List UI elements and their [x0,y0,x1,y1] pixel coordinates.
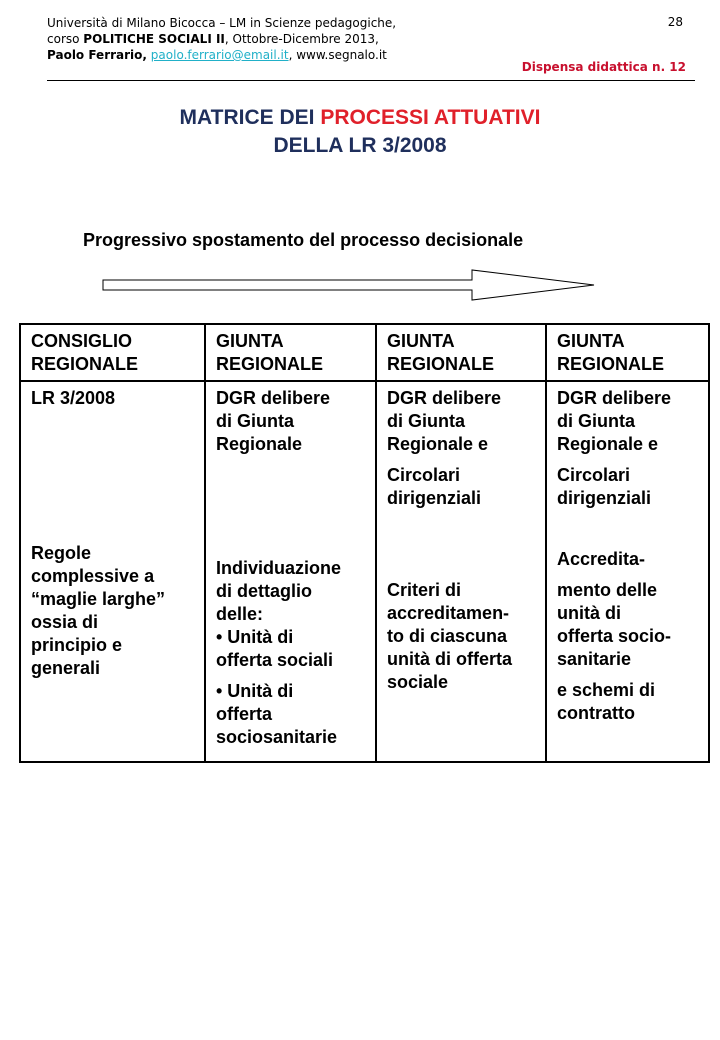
cell-text-dgr [557,387,698,456]
text-line: • Unità di [216,681,294,701]
header-divider [47,80,695,81]
text-line: Circolari [557,465,631,485]
header-cell-line: REGIONALE [31,354,139,374]
page-title-line-2: DELLA LR 3/2008 [273,134,447,157]
header-line-1 [47,15,396,31]
text-line: offerta [216,704,273,724]
text-line: dirigenziali [387,488,482,508]
cell-text-individuazione [216,557,365,626]
cell-text-lr: LR 3/2008 [31,388,116,408]
text-line: Regionale e [557,434,659,454]
cell-text-accredita [557,548,698,571]
header-author: Paolo Ferrario, [47,48,147,62]
arrow-right-icon [100,268,600,304]
page-title-line-1 [0,104,720,132]
text-line: sociale [387,672,449,692]
header-university: Università di Milano Bicocca – LM in Scienze pedagogiche, [47,16,397,30]
cell-giunta-1 [205,381,376,762]
text-line: “maglie larghe” [31,589,166,609]
text-line: Regole [31,543,92,563]
text-line: DGR delibere [216,388,331,408]
cell-text-circolari [387,464,535,510]
header-course-name: POLITICHE SOCIALI II [83,32,225,46]
header-site: , www.segnalo.it [288,48,387,62]
text-line: Regionale e [387,434,489,454]
process-matrix-table [19,323,710,763]
header-cell-line: REGIONALE [216,354,324,374]
cell-text-dgr [216,387,365,456]
text-line: generali [31,658,101,678]
table-header-row [20,324,709,381]
text-line: complessive a [31,566,155,586]
bullet-unita-sociosanitarie [216,680,365,749]
text-line: dirigenziali [557,488,652,508]
cell-text-schemi [557,679,698,725]
cell-giunta-2 [376,381,546,762]
text-line: di Giunta [387,411,465,431]
subtitle: Progressivo spostamento del processo decisionale [83,230,524,250]
text-line: Individuazione [216,558,342,578]
header-cell-line: GIUNTA [387,331,455,351]
text-line: to di ciascuna [387,626,508,646]
header-email-link[interactable]: paolo.ferrario@email.it [150,48,289,62]
header-cell-line: REGIONALE [387,354,495,374]
text-line: di dettaglio [216,581,312,601]
page-number: 28 [667,15,683,29]
text-line: DGR delibere [557,388,672,408]
text-line: Regionale [216,434,303,454]
text-line: ossia di [31,612,99,632]
header-line-2 [47,31,379,47]
text-line: DGR delibere [387,388,502,408]
text-line: offerta sociali [216,650,334,670]
cell-text-mento [557,579,698,671]
table-row [20,381,709,762]
header-cell-line: GIUNTA [557,331,625,351]
text-line: mento delle [557,580,658,600]
text-line: di Giunta [216,411,294,431]
cell-text-circolari [557,464,698,510]
cell-text-regole [31,542,194,680]
text-line: contratto [557,703,635,723]
text-line: Criteri di [387,580,462,600]
cell-text-dgr [387,387,535,456]
cell-consiglio [20,381,205,762]
text-line: sanitarie [557,649,632,669]
header-cell-giunta-1 [205,324,376,381]
text-line: e schemi di [557,680,656,700]
title-highlight: PROCESSI ATTUATIVI [320,106,541,129]
text-line: Accredita- [557,549,646,569]
header-course-dates: , Ottobre-Dicembre 2013, [224,32,379,46]
header-line-3 [47,47,387,63]
cell-giunta-3 [546,381,709,762]
header-cell-giunta-2 [376,324,546,381]
text-line: • Unità di [216,627,294,647]
header-cell-line: CONSIGLIO [31,331,133,351]
text-line: di Giunta [557,411,635,431]
header-cell-line: GIUNTA [216,331,284,351]
text-line: delle: [216,604,264,624]
header-course-prefix: corso [47,32,84,46]
text-line: unità di [557,603,621,623]
text-line: sociosanitarie [216,727,338,747]
text-line: principio e [31,635,123,655]
dispensa-label: Dispensa didattica n. 12 [521,60,686,74]
bullet-unita-sociali [216,626,365,672]
text-line: unità di offerta [387,649,512,669]
header-cell-line: REGIONALE [557,354,665,374]
title-part-1: MATRICE DEI [179,106,321,129]
text-line: accreditamen- [387,603,510,623]
cell-text-criteri [387,579,535,694]
header-cell-consiglio [20,324,205,381]
text-line: offerta socio- [557,626,672,646]
header-cell-giunta-3 [546,324,709,381]
text-line: Circolari [387,465,461,485]
